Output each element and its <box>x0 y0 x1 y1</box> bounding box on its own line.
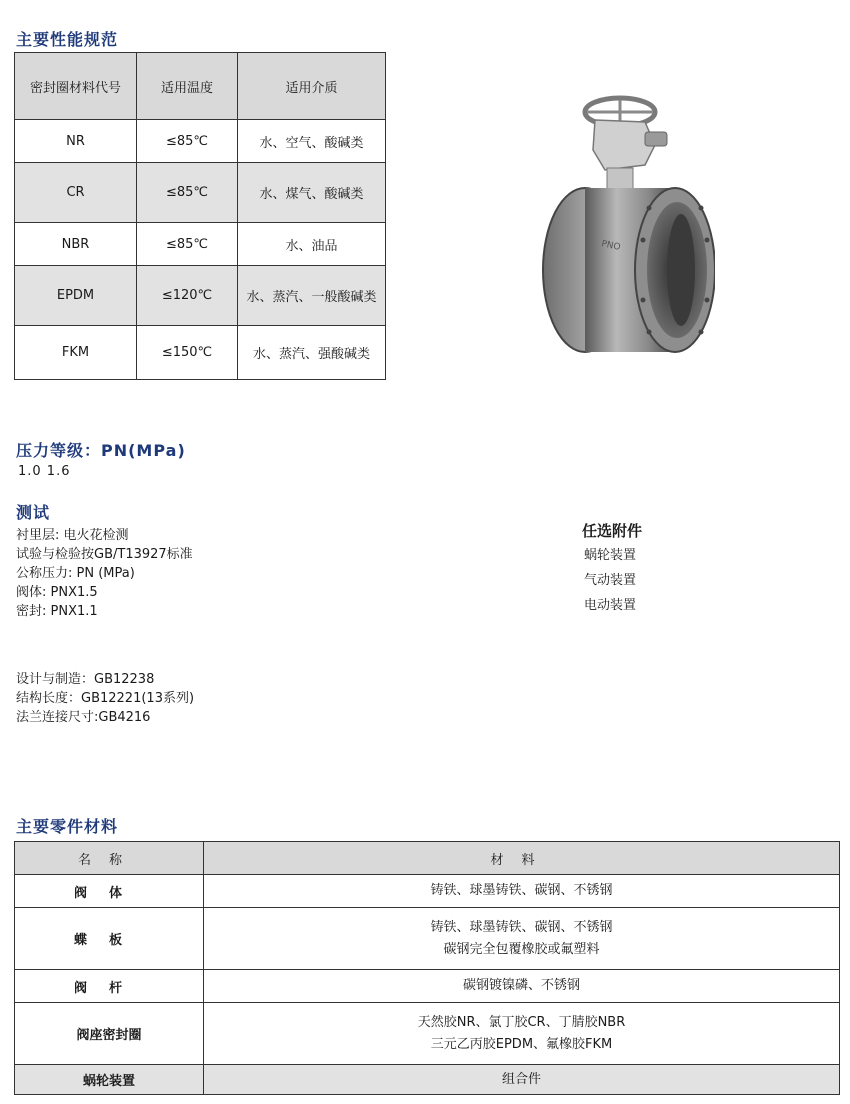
test-line: 阀体: PNX1.5 <box>16 585 98 600</box>
options-title: 任选附件 <box>582 522 643 540</box>
design-line: 设计与制造：GB12238 <box>16 672 155 687</box>
part-name: 阀座密封圈 <box>15 1003 204 1065</box>
test-lines <box>16 526 193 621</box>
table-row <box>15 1065 840 1095</box>
table-row <box>15 120 386 163</box>
medium: 水、油品 <box>238 223 386 266</box>
table-row <box>15 1003 840 1065</box>
material-line: 碳钢镀镍磷、不锈钢 <box>462 978 580 993</box>
parts-header-material: 材料 <box>204 842 840 875</box>
table-row <box>15 326 386 380</box>
material-line: 三元乙丙胶EPDM、氟橡胶FKM <box>430 1036 613 1052</box>
temperature: ≤120℃ <box>137 266 238 326</box>
seal-code: NBR <box>15 223 137 266</box>
spec-table-header-row <box>15 53 386 120</box>
part-materials <box>204 908 840 970</box>
spec-header-temperature: 适用温度 <box>137 53 238 120</box>
temperature: ≤150℃ <box>137 326 238 380</box>
seal-code: CR <box>15 163 137 223</box>
test-line: 衬里层: 电火花检测 <box>16 528 129 543</box>
temperature: ≤85℃ <box>137 223 238 266</box>
butterfly-valve-image <box>515 90 715 360</box>
part-name: 阀体 <box>15 875 204 908</box>
pressure-title: 压力等级：PN(MPa) <box>16 441 186 460</box>
table-row <box>15 908 840 970</box>
medium: 水、蒸汽、强酸碱类 <box>238 326 386 380</box>
spec-table <box>14 52 386 380</box>
part-materials <box>204 970 840 1003</box>
table-row <box>15 970 840 1003</box>
parts-table-header-row <box>15 842 840 875</box>
design-line: 结构长度：GB12221(13系列) <box>16 691 195 706</box>
parts-table <box>14 841 840 1095</box>
options-list <box>584 543 636 618</box>
design-lines <box>16 670 194 727</box>
table-row <box>15 223 386 266</box>
medium: 水、煤气、酸碱类 <box>238 163 386 223</box>
medium: 水、蒸汽、一般酸碱类 <box>238 266 386 326</box>
medium: 水、空气、酸碱类 <box>238 120 386 163</box>
material-line: 天然胶NR、氯丁胶CR、丁腈胶NBR <box>417 1014 626 1030</box>
parts-section-title: 主要零件材料 <box>16 817 119 836</box>
seal-code: NR <box>15 120 137 163</box>
material-line: 组合件 <box>501 1071 541 1087</box>
seal-code: EPDM <box>15 266 137 326</box>
temperature: ≤85℃ <box>137 120 238 163</box>
spec-header-seal-code: 密封圈材料代号 <box>15 53 137 120</box>
parts-header-name: 名称 <box>15 842 204 875</box>
part-materials <box>204 875 840 908</box>
part-materials <box>204 1003 840 1065</box>
options-item: 电动装置 <box>584 598 637 613</box>
temperature: ≤85℃ <box>137 163 238 223</box>
test-line: 试验与检验按GB/T13927标准 <box>16 547 193 562</box>
spec-section-title: 主要性能规范 <box>16 30 119 49</box>
part-materials <box>204 1065 840 1095</box>
test-title: 测试 <box>16 503 51 522</box>
options-item: 气动装置 <box>584 573 637 588</box>
material-line: 碳钢完全包覆橡胶或氟塑料 <box>443 941 600 957</box>
table-row <box>15 875 840 908</box>
material-line: 铸铁、球墨铸铁、碳钢、不锈钢 <box>430 883 613 898</box>
test-line: 密封: PNX1.1 <box>16 604 98 619</box>
seal-code: FKM <box>15 326 137 380</box>
options-item: 蜗轮装置 <box>584 548 637 563</box>
design-line: 法兰连接尺寸:GB4216 <box>16 710 151 725</box>
spec-header-medium: 适用介质 <box>238 53 386 120</box>
part-name: 蜗轮装置 <box>15 1065 204 1095</box>
test-line: 公称压力: PN (MPa) <box>16 566 135 581</box>
pressure-values: 1.0 1.6 <box>18 464 71 479</box>
table-row <box>15 163 386 223</box>
valve-marking: PNO <box>600 239 622 253</box>
material-line: 铸铁、球墨铸铁、碳钢、不锈钢 <box>430 919 613 935</box>
part-name: 蝶板 <box>15 908 204 970</box>
table-row <box>15 266 386 326</box>
part-name: 阀杆 <box>15 970 204 1003</box>
